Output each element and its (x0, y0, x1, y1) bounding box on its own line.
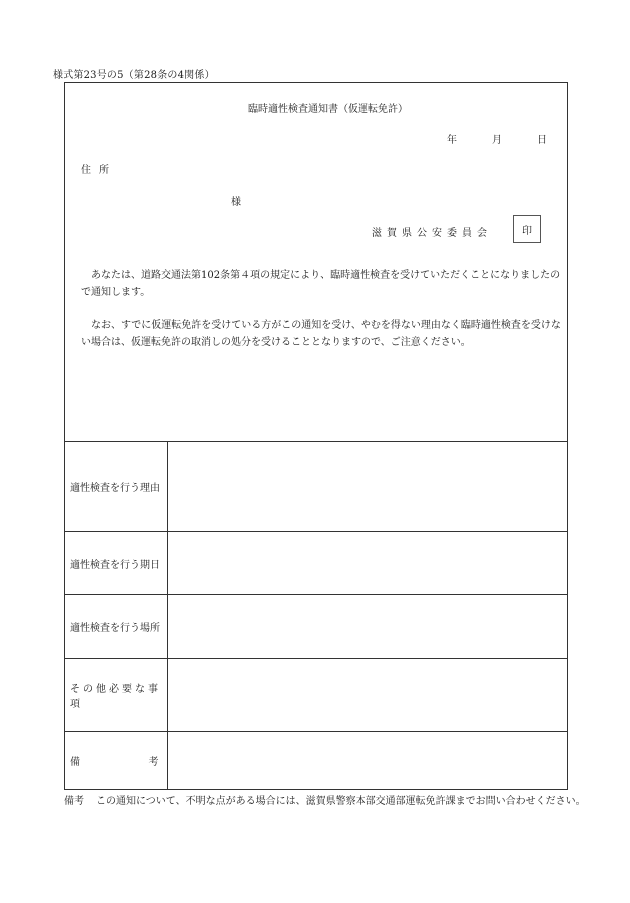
reason-value (167, 442, 567, 532)
reason-label: 適性検査を行う理由 (65, 442, 167, 532)
date-line (447, 131, 547, 146)
footnote-label: 備考 (64, 796, 84, 807)
seal-box: 印 (513, 215, 541, 243)
table-row-reason (65, 442, 567, 532)
document-title: 臨時適性検査通知書（仮運転免許） (248, 104, 408, 115)
remarks-value (167, 732, 567, 790)
month-label: 月 (492, 135, 502, 146)
table-row-remarks (65, 732, 567, 790)
other-matters-value (167, 659, 567, 732)
recipient-honorific: 様 (231, 197, 241, 208)
day-label: 日 (537, 135, 547, 146)
remarks-label-char-1: 備 (70, 757, 80, 768)
notice-paragraph-1: あなたは、道路交通法第102条第４項の規定により、臨時適性検査を受けていただくことになりましたので通知します。 (81, 270, 561, 298)
year-label: 年 (447, 135, 457, 146)
detail-table (65, 441, 567, 789)
notice-paragraph-2: なお、すでに仮運転免許を受けている方がこの通知を受け、やむを得ない理由なく臨時適性検査を受けない場合は、仮運転免許の取消しの処分を受けることとなりますので、ご注意ください。 (81, 320, 561, 348)
notice-frame (64, 82, 568, 790)
exam-date-value (167, 532, 567, 595)
table-row-other (65, 659, 567, 732)
exam-place-label: 適性検査を行う場所 (65, 595, 167, 659)
exam-place-value (167, 595, 567, 659)
form-number: 様式第23号の5（第28条の4関係） (53, 70, 215, 81)
footnote-text: この通知について、不明な点がある場合には、滋賀県警察本部交通部運転免許課までお問い合わせください。 (96, 796, 586, 807)
table-row-place (65, 595, 567, 659)
remarks-label-char-2: 考 (148, 757, 159, 768)
remarks-label (65, 732, 167, 790)
other-matters-label: その他必要な事項 (65, 659, 167, 732)
issuer-name: 滋賀県公安委員会 (372, 228, 492, 239)
address-label: 住所 (81, 165, 117, 176)
footnote (64, 792, 586, 807)
table-row-date (65, 532, 567, 595)
exam-date-label: 適性検査を行う期日 (65, 532, 167, 595)
